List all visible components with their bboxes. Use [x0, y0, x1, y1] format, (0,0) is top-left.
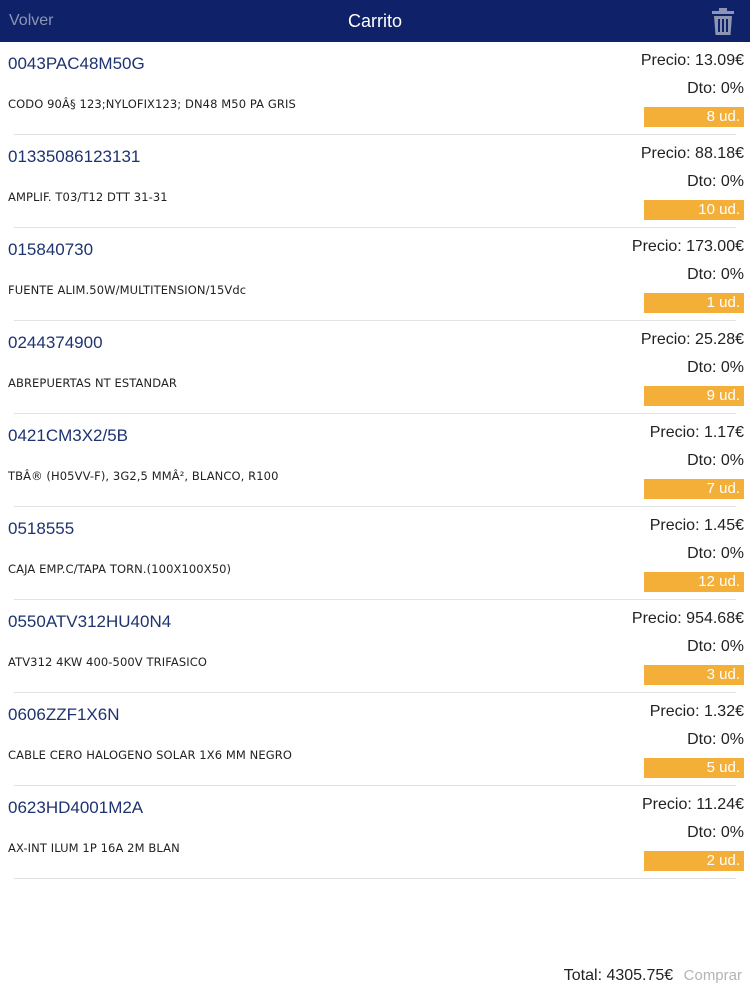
- item-description: AMPLIF. T03/T12 DTT 31-31: [8, 190, 168, 204]
- item-description: TBÂ® (H05VV-F), 3G2,5 MMÂ², BLANCO, R100: [8, 469, 279, 483]
- item-description: CABLE CERO HALOGENO SOLAR 1X6 MM NEGRO: [8, 748, 292, 762]
- item-discount: Dto: 0%: [687, 545, 744, 562]
- quantity-badge[interactable]: 9 ud.: [644, 386, 744, 406]
- item-description: ABREPUERTAS NT ESTANDAR: [8, 376, 177, 390]
- item-code: 0244374900: [8, 333, 103, 352]
- cart-item[interactable]: [8, 786, 744, 879]
- item-description: FUENTE ALIM.50W/MULTITENSION/15Vdc: [8, 283, 247, 297]
- cart-list: [0, 42, 750, 879]
- quantity-badge[interactable]: 5 ud.: [644, 758, 744, 778]
- cart-item[interactable]: [8, 321, 744, 414]
- cart-footer: [564, 967, 742, 985]
- quantity-badge[interactable]: 10 ud.: [644, 200, 744, 220]
- cart-item[interactable]: [8, 693, 744, 786]
- cart-item[interactable]: [8, 414, 744, 507]
- item-price: Precio: 1.45€: [649, 517, 744, 534]
- quantity-badge[interactable]: 8 ud.: [644, 107, 744, 127]
- item-description: AX-INT ILUM 1P 16A 2M BLAN: [8, 841, 180, 855]
- trash-icon[interactable]: [710, 8, 736, 36]
- back-button[interactable]: Volver: [9, 12, 54, 29]
- item-code: 0550ATV312HU40N4: [8, 612, 172, 631]
- cart-item[interactable]: [8, 600, 744, 693]
- item-code: 01335086123131: [8, 147, 141, 166]
- item-discount: Dto: 0%: [687, 452, 744, 469]
- item-discount: Dto: 0%: [687, 173, 744, 190]
- item-code: 015840730: [8, 240, 94, 259]
- item-description: CAJA EMP.C/TAPA TORN.(100X100X50): [8, 562, 232, 576]
- item-discount: Dto: 0%: [687, 80, 744, 97]
- item-price: Precio: 954.68€: [631, 610, 744, 627]
- quantity-badge[interactable]: 2 ud.: [644, 851, 744, 871]
- item-discount: Dto: 0%: [687, 731, 744, 748]
- item-description: CODO 90Â§ 123;NYLOFIX123; DN48 M50 PA GRIS: [8, 97, 296, 111]
- item-discount: Dto: 0%: [687, 824, 744, 841]
- item-price: Precio: 11.24€: [642, 796, 744, 813]
- cart-total: Total: 4305.75€: [563, 967, 674, 984]
- item-price: Precio: 25.28€: [640, 331, 744, 348]
- quantity-badge[interactable]: 7 ud.: [644, 479, 744, 499]
- item-discount: Dto: 0%: [687, 638, 744, 655]
- item-discount: Dto: 0%: [687, 359, 744, 376]
- cart-item[interactable]: [8, 42, 744, 135]
- item-code: 0421CM3X2/5B: [8, 426, 129, 445]
- quantity-badge[interactable]: 1 ud.: [644, 293, 744, 313]
- item-code: 0043PAC48M50G: [8, 54, 145, 73]
- buy-button[interactable]: Comprar: [683, 967, 742, 984]
- quantity-badge[interactable]: 3 ud.: [644, 665, 744, 685]
- quantity-badge[interactable]: 12 ud.: [644, 572, 744, 592]
- item-price: Precio: 1.17€: [649, 424, 744, 441]
- item-code: 0518555: [8, 519, 75, 538]
- item-code: 0623HD4001M2A: [8, 798, 144, 817]
- item-price: Precio: 1.32€: [649, 703, 744, 720]
- item-price: Precio: 173.00€: [631, 238, 744, 255]
- item-code: 0606ZZF1X6N: [8, 705, 120, 724]
- cart-item[interactable]: [8, 228, 744, 321]
- item-discount: Dto: 0%: [687, 266, 744, 283]
- item-price: Precio: 88.18€: [640, 145, 744, 162]
- cart-item[interactable]: [8, 135, 744, 228]
- navbar: [0, 0, 750, 42]
- cart-item[interactable]: [8, 507, 744, 600]
- page-title: Carrito: [347, 11, 402, 31]
- item-price: Precio: 13.09€: [640, 52, 744, 69]
- item-description: ATV312 4KW 400-500V TRIFASICO: [8, 655, 208, 669]
